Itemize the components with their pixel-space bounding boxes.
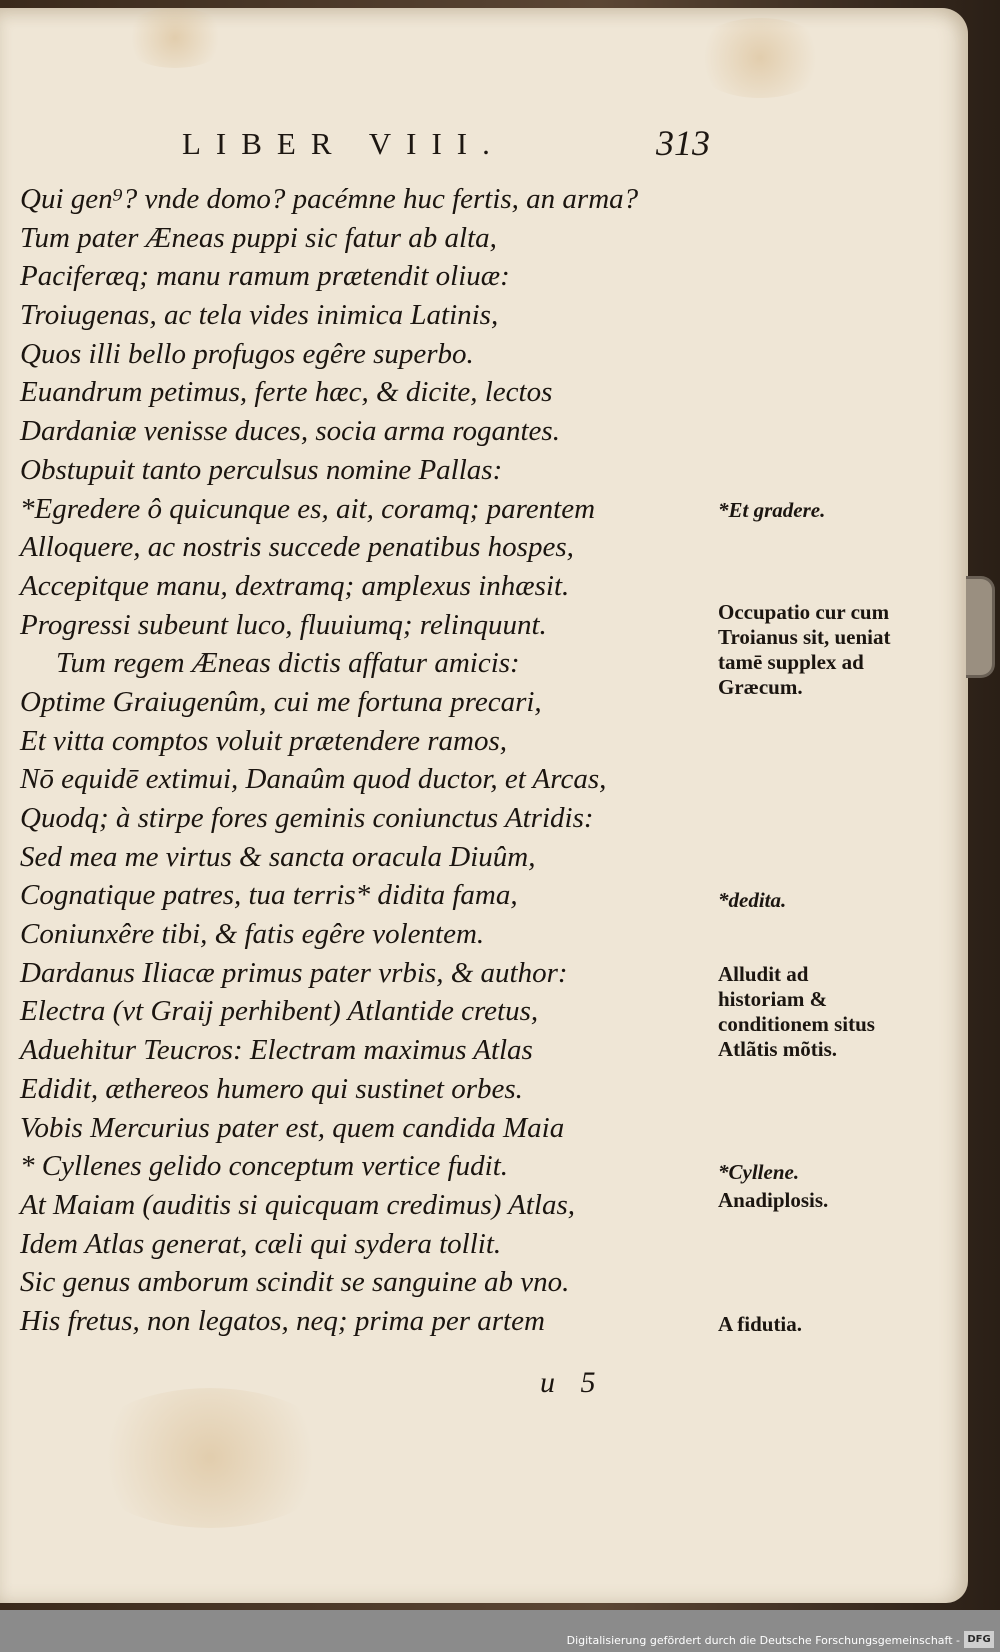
verse-line: Vobis Mercurius pater est, quem candida Maia [20,1111,565,1144]
verse-line: Idem Atlas generat, cæli qui sydera tollit. [20,1227,502,1260]
verse-line: Et vitta comptos voluit prætendere ramos, [20,724,508,757]
paper-stain [690,18,830,98]
verse-line: Coniunxêre tibi, & fatis egêre volentem. [20,918,485,951]
verse-line: Paciferæq; manu ramum prætendit oliuæ: [20,260,510,293]
marginal-note: *dedita. [718,888,787,912]
marginal-note: A fidutia. [718,1312,803,1336]
verse-line: Aduehitur Teucros: Electram maximus Atlas [20,1034,533,1067]
verse-line: His fretus, non legatos, neq; prima per artem [20,1304,545,1337]
marginal-note: Alludit ad historiam & conditionem situs Atlãtis mõtis. [718,962,875,1061]
verse-line: Cognatique patres, tua terris* didita fama, [20,879,518,912]
marginal-note: *Cyllene. [718,1160,800,1184]
verse-line: *Egredere ô quicunque es, ait, coramq; parentem [20,492,596,525]
verse-line: Accepitque manu, dextramq; amplexus inhæsit. [20,569,570,602]
verse-line: Euandrum petimus, ferte hæc, & dicite, lectos [20,376,553,409]
verse-line: Sed mea me virtus & sancta oracula Diuûm, [20,840,536,873]
verse-line: At Maiam (auditis si quicquam credimus) Atlas, [20,1188,575,1221]
marginal-note: Anadiplosis. [718,1188,829,1212]
page-number: 313 [656,123,710,163]
verse-text [20,180,710,1341]
marginal-note: Occupatio cur cum Troianus sit, ueniat tamē supplex ad Græcum. [718,600,891,699]
paper-stain [120,8,230,68]
running-title: LIBER VIII. [182,126,505,161]
book-page [0,8,968,1603]
dfg-logo: DFG [964,1631,994,1648]
book-clasp [966,576,995,678]
verse-line: Edidit, æthereos humero qui sustinet orbes. [20,1072,523,1105]
verse-line: Dardaniæ venisse duces, socia arma rogantes. [20,415,560,448]
marginal-note: *Et gradere. [718,498,826,522]
verse-line: Electra (vt Graij perhibent) Atlantide cretus, [20,995,539,1028]
verse-line: Obstupuit tanto perculsus nomine Pallas: [20,453,503,486]
verse-line: * Cyllenes gelido conceptum vertice fudit. [20,1150,509,1183]
verse-line: Tum regem Æneas dictis affatur amicis: [56,647,520,680]
verse-line: Optime Graiugenûm, cui me fortuna precari, [20,685,542,718]
verse-line: Qui gen⁹? vnde domo? pacémne huc fertis, an arma? [20,183,639,215]
verse-line: Alloquere, ac nostris succede penatibus hospes, [20,531,574,564]
page-header [0,123,968,166]
verse-line: Troiugenas, ac tela vides inimica Latinis, [20,299,499,332]
footer-credit: Digitalisierung gefördert durch die Deutsche Forschungsgemeinschaft - [566,1634,960,1647]
verse-line: Tum pater Æneas puppi sic fatur ab alta, [20,221,497,254]
verse-line: Quos illi bello profugos egêre superbo. [20,337,474,370]
verse-line: Progressi subeunt luco, fluuiumq; relinquunt. [20,608,547,641]
verse-line: Sic genus amborum scindit se sanguine ab vno. [20,1266,570,1299]
paper-stain [80,1388,340,1528]
verse-line: Nō equidē extimui, Danaûm quod ductor, et Arcas, [20,763,607,796]
verse-line: Quodq; à stirpe fores geminis coniunctus Atridis: [20,802,594,834]
verse-line: Dardanus Iliacæ primus pater vrbis, & author: [20,956,568,989]
signature-mark: u 5 [540,1366,596,1399]
